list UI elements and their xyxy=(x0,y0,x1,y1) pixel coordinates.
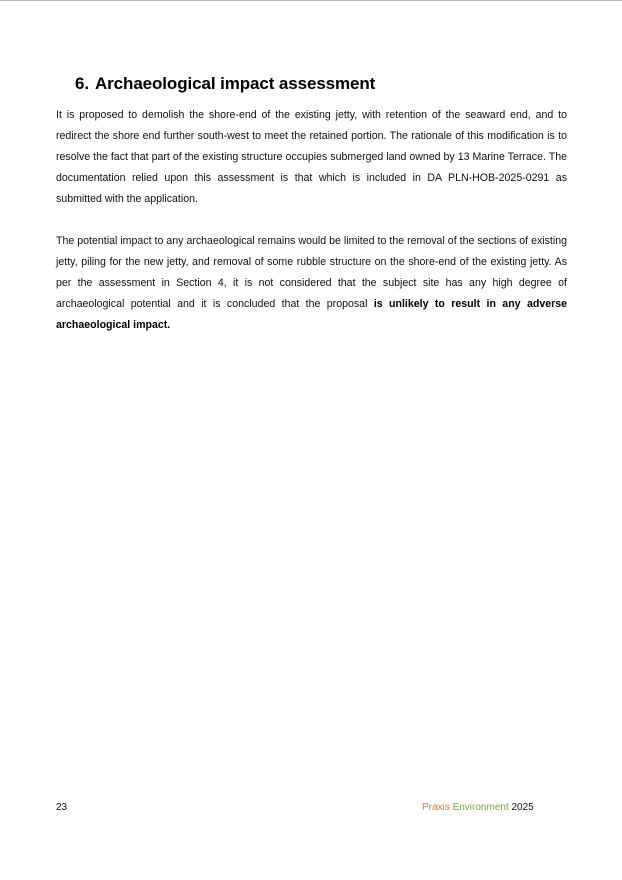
paragraph-impact xyxy=(56,231,567,336)
conclusion-bold-text: is unlikely to result in any adverse archaeological impact. xyxy=(56,298,568,331)
page-number: 23 xyxy=(56,802,68,813)
brand-environment: Environment xyxy=(452,802,509,813)
paragraph-text: The potential impact to any archaeological remains would be limited to the removal of the sections of existing jetty, piling for the new jetty, and removal of some rubble structure on the shore-end of the existing jetty. As per the assessment in Section 4, it is not considered that the subject site has any high degree of archaeological potential and it is concluded that the proposal xyxy=(56,235,567,310)
brand-praxis: Praxis xyxy=(422,802,450,813)
section-title: Archaeological impact assessment xyxy=(94,74,376,93)
section-number: 6. xyxy=(75,74,89,93)
paragraph-proposal xyxy=(56,105,567,210)
section-heading xyxy=(75,74,375,94)
footer-brand xyxy=(422,802,534,813)
top-border-line xyxy=(0,0,622,1)
brand-year: 2025 xyxy=(511,802,534,813)
paragraph-text: It is proposed to demolish the shore-end of the existing jetty, with retention of the seaward end, and to redirect the shore end further south-west to meet the retained portion. The rationale of this modification is to resolve the fact that part of the existing structure occupies submerged land owned by 13 Marine Terrace. The documentation relied upon this assessment is that which is included in DA PLN-HOB-2025-0291 as submitted with the application. xyxy=(56,109,567,205)
